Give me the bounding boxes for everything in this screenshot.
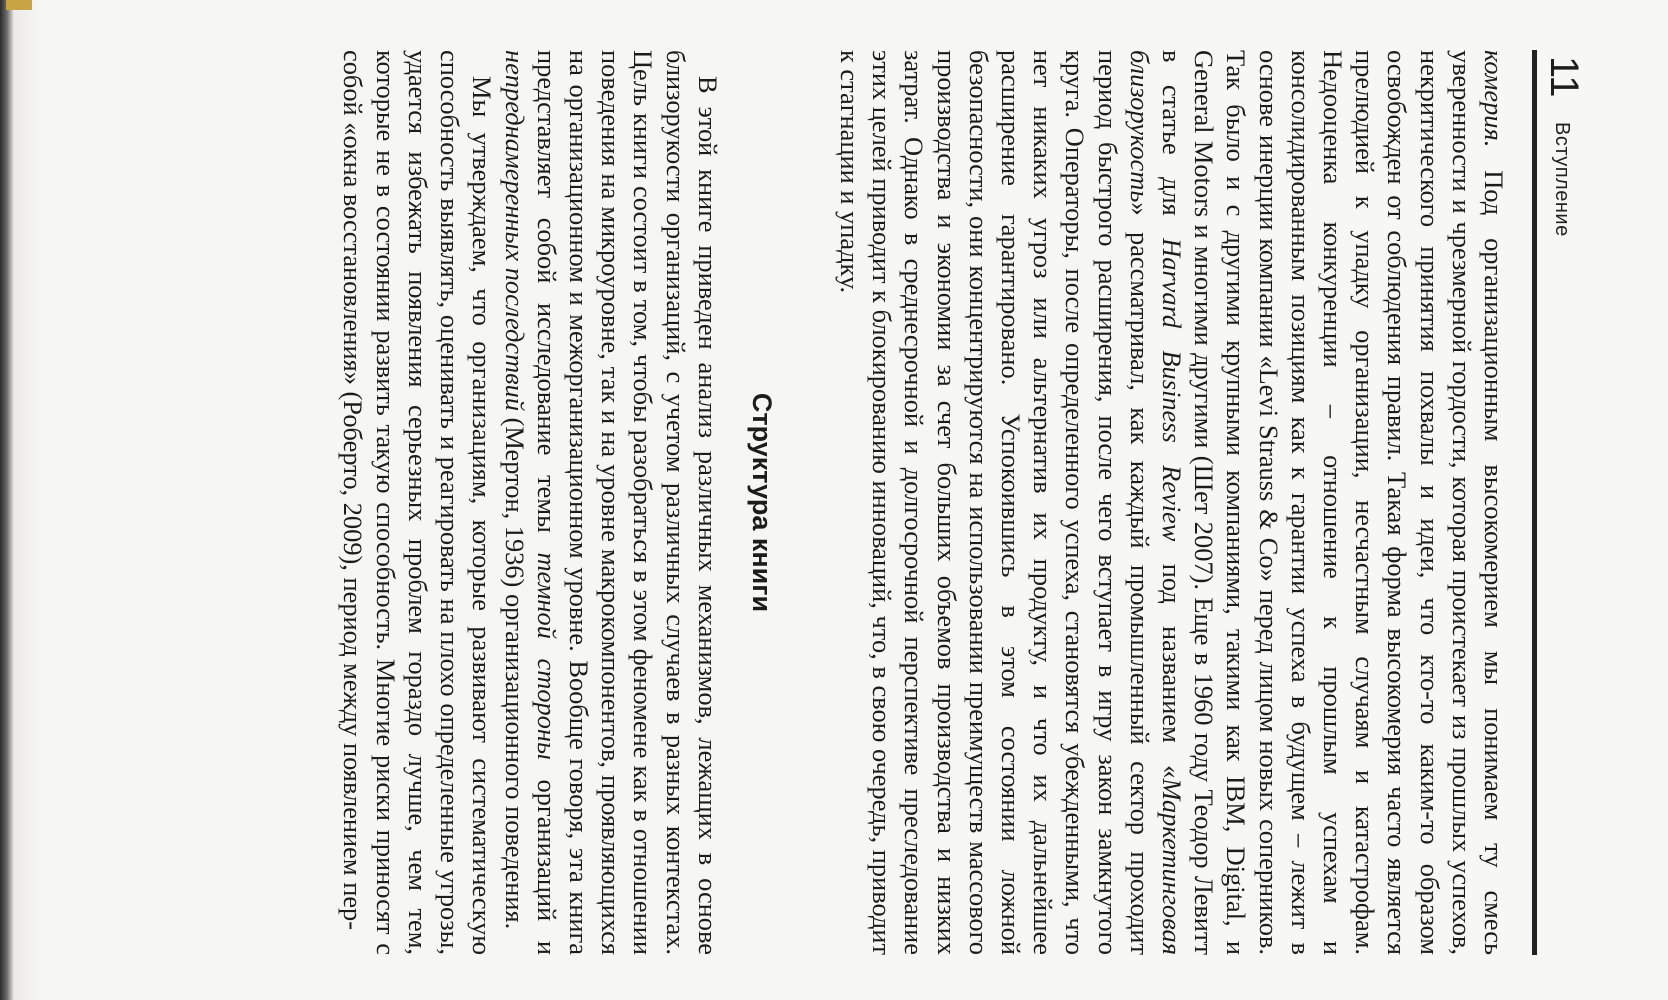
text-fragment: В этой книге приведен анализ различных механизмов, лежащих в основе близорукости организаций, с учетом различных случаев в разных контекстах. Цель книги состоит в том, чтобы разобраться в этом феномене как в отношении поведения на микроуровне, так и на уровне макрокомпонентов, проявляющихся на организационном и межорганизационном уровне. Вообще говоря, эта книга представляет собой исследование темы (531, 50, 723, 955)
italic-fragment: комерия. (1479, 50, 1509, 148)
text-fragment: Мы утверждаем, что организациям, которые развивают систематическую способность выявлять, оценивать и реагировать на плохо определенные угрозы, удается избежать появления серьезных проблем гораздо лучше, чем тем, которые не в состоянии развить такую способность. Многие риски приносят с собой «окна восстановления» (Роберто, 2009), период между появлением пер- (338, 50, 498, 955)
running-head (1532, 50, 1587, 955)
corner-edge-mark (6, 0, 32, 10)
page-number: 11 (1542, 56, 1586, 98)
paragraph-intro (834, 50, 1510, 955)
running-head-section-title: Вступление (1551, 122, 1573, 237)
body-text (337, 50, 1510, 955)
paragraph-structure (498, 50, 723, 955)
text-fragment: Под организационным высокомерием мы понимаем ту смесь уверенности и чрезмерной гордости, которая проистекает из прошлых успехов, некритического принятия похвалы и идеи, что кто-то каким-то образом освобожден от соблюдения правил. Такая форма высокомерия часто является прелюдией к упадку организации, несчастным случаям и катастрофам. Недооценка конкуренции – отношение к прошлым успехам и консолидированным позициям как к гарантии успеха в будущем – лежит в основе инерции компании «Levi Strauss & Co» перед лицом новых соперников. Так было и с другими крупными компаниями, такими как IBM, Digital, и General Motors и многими другими (Шет 2007). Еще в 1960 году Теодор Левитт в статье для (1156, 50, 1509, 955)
text-fragment: (Мертон, 1936) организационного поведения. (499, 411, 530, 930)
text-fragment: » рассматривал, как каждый промышленный сектор проходит период быстрого расширения, после чего вступает в игру закон замкнутого круга. Операторы, после определенного успеха, становятся убежденными, что нет никаких угроз или альтернатив их продукту, и что их дальнейшее расширение гарантировано. Успокоившись в этом состоянии ложной безопасности, они концентрируются на использовании преимуществ массового производства и экономии за счет больших объемов производства и низких затрат. Однако в среднесрочной и долгосрочной перспективе преследование этих целей приводит к блокированию инноваций, что, в свою очередь, приводит к стагнации и упадку. (834, 50, 1155, 955)
italic-fragment: темной стороны (531, 552, 562, 760)
text-fragment: под названием « (1156, 541, 1187, 779)
section-heading: Структура книги (746, 392, 777, 613)
book-spine-shadow (0, 0, 14, 1000)
journal-title: Harvard Business Review (1156, 238, 1187, 542)
book-page (15, 30, 1605, 975)
article-title: Маркетинговая близорукость (1124, 50, 1187, 955)
paragraph-argument (337, 50, 498, 955)
text-fragment: организаций и (531, 759, 562, 955)
italic-fragment: непреднамеренных последствий (499, 50, 530, 412)
